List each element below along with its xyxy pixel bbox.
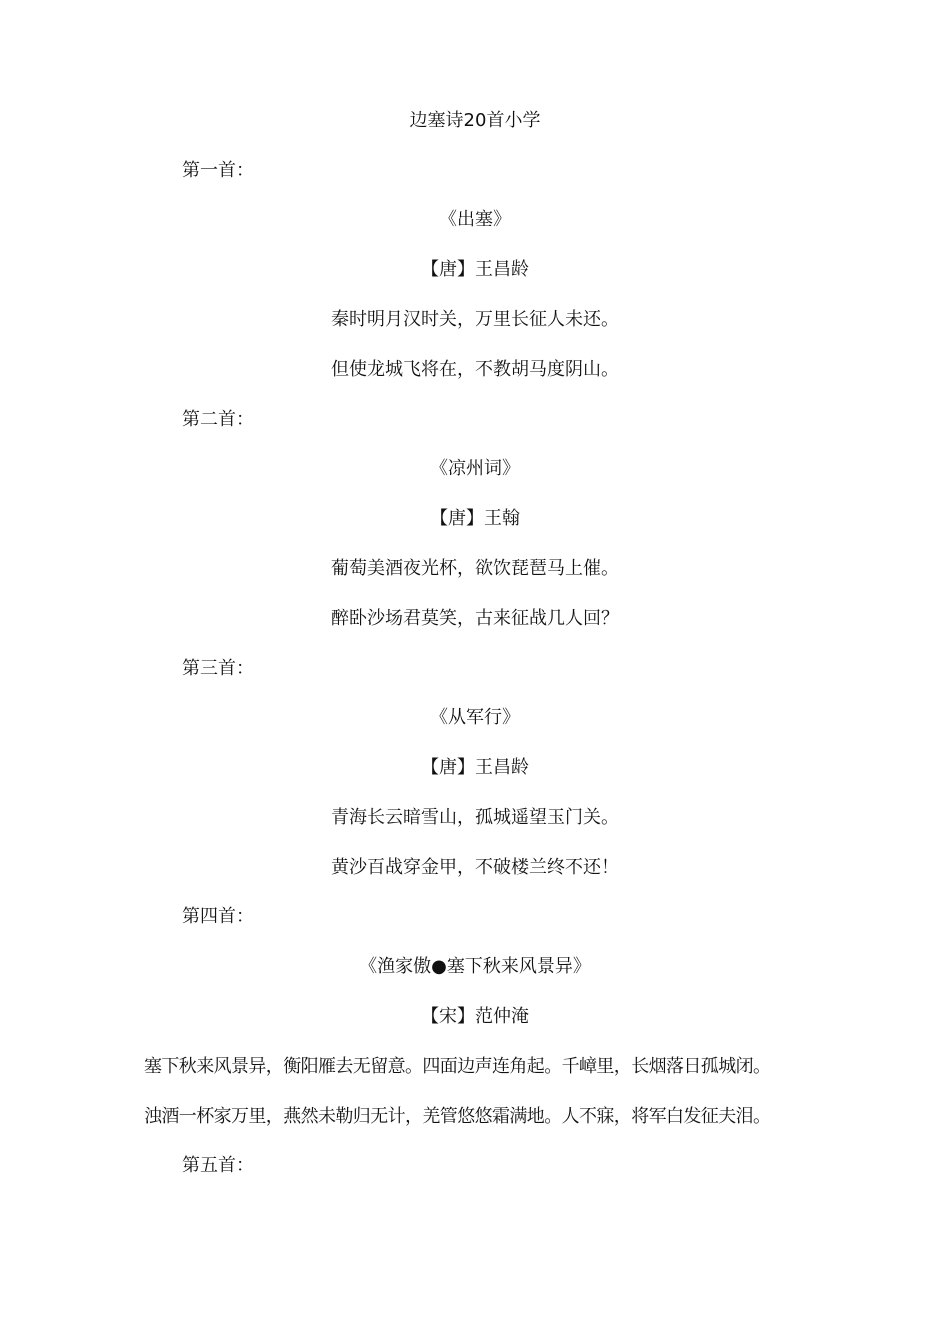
poem-title: 《出塞》	[439, 209, 511, 230]
document-title: 边塞诗20首小学	[409, 110, 541, 131]
poem-label: 第五首：	[182, 1155, 254, 1176]
poem-title: 《渔家傲●塞下秋来风景异》	[359, 956, 591, 977]
poem-author: 【唐】王昌龄	[421, 259, 529, 280]
poem-label: 第四首：	[182, 906, 254, 927]
poem-author: 【宋】范仲淹	[421, 1006, 529, 1027]
poem-author: 【唐】王翰	[430, 508, 520, 529]
poem-line: 浊酒一杯家万里，燕然未勒归无计，羌管悠悠霜满地。人不寐，将军白发征夫泪。	[144, 1106, 771, 1127]
poem-line: 醉卧沙场君莫笑，古来征战几人回？	[331, 608, 619, 629]
poem-title: 《从军行》	[430, 707, 520, 728]
poem-line: 青海长云暗雪山，孤城遥望玉门关。	[331, 807, 619, 828]
poem-label: 第二首：	[182, 409, 254, 430]
poem-label: 第三首：	[182, 658, 254, 679]
poem-line: 黄沙百战穿金甲，不破楼兰终不还！	[331, 857, 619, 878]
poem-line: 秦时明月汉时关，万里长征人未还。	[331, 309, 619, 330]
poem-line: 塞下秋来风景异，衡阳雁去无留意。四面边声连角起。千嶂里，长烟落日孤城闭。	[144, 1056, 771, 1077]
poem-line: 但使龙城飞将在，不教胡马度阴山。	[331, 359, 619, 380]
poem-author: 【唐】王昌龄	[421, 757, 529, 778]
poem-line: 葡萄美酒夜光杯，欲饮琵琶马上催。	[331, 558, 619, 579]
poem-title: 《凉州词》	[430, 458, 520, 479]
poem-label: 第一首：	[182, 160, 254, 181]
